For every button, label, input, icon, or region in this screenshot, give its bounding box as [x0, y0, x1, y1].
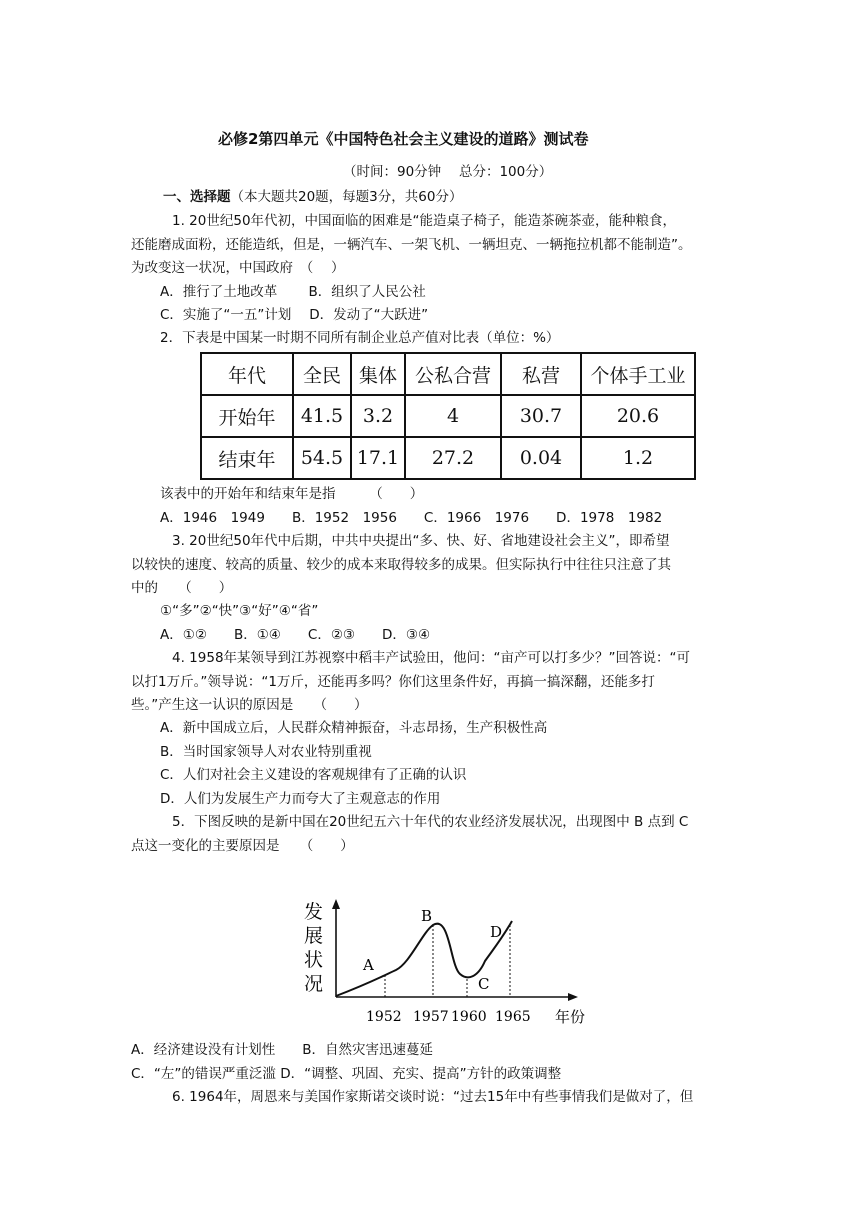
- q5-line-1: 5．下图反映的是新中国在20世纪五六十年代的农业经济发展状况，出现图中 B 点到 C: [172, 814, 689, 830]
- x-tick-label: 1960: [451, 1009, 487, 1025]
- q2-options: A．1946 1949 B．1952 1956 C．1966 1976 D．1978 1982: [160, 510, 663, 526]
- table-cell: 开始年: [201, 395, 293, 437]
- table-cell: 54.5: [293, 437, 351, 479]
- q4-line-2: 以打1万斤。”领导说：“1万斤，还能再多吗？你们这里条件好，再搞一搞深翻，还能多打: [131, 674, 655, 690]
- q4-option-c: C．人们对社会主义建设的客观规律有了正确的认识: [160, 767, 467, 783]
- table-row: [201, 395, 695, 437]
- table-cell: 30.7: [501, 395, 581, 437]
- table-cell: 4: [405, 395, 501, 437]
- section-heading: [163, 187, 462, 207]
- x-tick-label: 1957: [413, 1009, 449, 1025]
- q2-stem: 2．下表是中国某一时期不同所有制企业总产值对比表（单位：%）: [160, 330, 560, 346]
- x-tick-label: 1952: [366, 1009, 402, 1025]
- page-title: 必修2第四单元《中国特色社会主义建设的道路》测试卷: [218, 130, 589, 148]
- q1-line-2: 还能磨成面粉，还能造纸，但是，一辆汽车、一架飞机、一辆坦克、一辆拖拉机都不能制造”。: [131, 237, 692, 253]
- table-cell: 17.1: [351, 437, 405, 479]
- y-axis-label-char: 发: [304, 901, 324, 923]
- q1-line-3: 为改变这一状况，中国政府 （ ）: [131, 260, 345, 276]
- point-label: B: [421, 907, 433, 925]
- table-cell: 27.2: [405, 437, 501, 479]
- y-axis-label-char: 状: [304, 949, 324, 971]
- section-label: 一、选择题: [163, 189, 231, 205]
- table-cell: 41.5: [293, 395, 351, 437]
- x-tick-label: 1965: [495, 1009, 531, 1025]
- table-cell: 1.2: [581, 437, 695, 479]
- table-header: 集体: [351, 353, 405, 395]
- agriculture-development-chart: [300, 895, 600, 1030]
- x-axis-arrow: [568, 993, 578, 1001]
- x-axis-label: 年份: [555, 1008, 586, 1026]
- ownership-table: [200, 352, 696, 480]
- point-label: C: [478, 975, 490, 993]
- table-row: [201, 437, 695, 479]
- q3-options: A．①② B．①④ C．②③ D．③④: [160, 627, 431, 643]
- q3-items: ①“多”②“快”③“好”④“省”: [160, 603, 319, 619]
- q2-question: 该表中的开始年和结束年是指 （ ）: [160, 486, 424, 502]
- table-header-row: [201, 353, 695, 395]
- y-axis-arrow: [332, 899, 340, 909]
- table-cell: 结束年: [201, 437, 293, 479]
- table-header: 私营: [501, 353, 581, 395]
- q4-option-b: B．当时国家领导人对农业特别重视: [160, 744, 372, 760]
- table-header: 全民: [293, 353, 351, 395]
- q4-option-a: A．新中国成立后，人民群众精神振奋，斗志昂扬，生产积极性高: [160, 720, 548, 736]
- exam-meta: （时间：90分钟 总分：100分）: [343, 164, 553, 180]
- point-label: A: [363, 956, 374, 974]
- table-cell: 3.2: [351, 395, 405, 437]
- q1-line-1: 1. 20世纪50年代初，中国面临的困难是“能造桌子椅子，能造茶碗茶壶，能种粮食，: [172, 213, 677, 229]
- y-axis-label-char: 展: [304, 925, 324, 947]
- q5-options-ab: A．经济建设没有计划性 B．自然灾害迅速蔓延: [131, 1042, 433, 1058]
- q6-line-1: 6. 1964年，周恩来与美国作家斯诺交谈时说：“过去15年中有些事情我们是做对了，但: [172, 1089, 694, 1105]
- q4-line-1: 4. 1958年某领导到江苏视察中稻丰产试验田，他问：“亩产可以打多少？”回答说：“可: [172, 650, 691, 666]
- section-note: （本大题共20题，每题3分，共60分）: [230, 189, 463, 205]
- table-cell: 0.04: [501, 437, 581, 479]
- q1-options-cd: C．实施了“一五”计划 D．发动了“大跃进”: [160, 307, 429, 323]
- q5-line-2: 点这一变化的主要原因是 （ ）: [131, 838, 354, 854]
- q3-line-3: 中的 （ ）: [131, 580, 233, 596]
- q3-line-2: 以较快的速度、较高的质量、较少的成本来取得较多的成果。但实际执行中往往只注意了其: [131, 557, 671, 573]
- table-header: 公私合营: [405, 353, 501, 395]
- table-header: 年代: [201, 353, 293, 395]
- y-axis-label-char: 况: [304, 973, 324, 995]
- q4-option-d: D．人们为发展生产力而夸大了主观意志的作用: [160, 791, 441, 807]
- point-label: D: [490, 923, 503, 941]
- q3-line-1: 3. 20世纪50年代中后期，中共中央提出“多、快、好、省地建设社会主义”，即希望: [172, 533, 670, 549]
- q4-line-3: 些。”产生这一认识的原因是 （ ）: [131, 697, 368, 713]
- table-header: 个体手工业: [581, 353, 695, 395]
- table-cell: 20.6: [581, 395, 695, 437]
- q5-options-cd: C．“左”的错误严重泛滥 D．“调整、巩固、充实、提高”方针的政策调整: [131, 1066, 562, 1082]
- q1-options-ab: A．推行了土地改革 B．组织了人民公社: [160, 284, 426, 300]
